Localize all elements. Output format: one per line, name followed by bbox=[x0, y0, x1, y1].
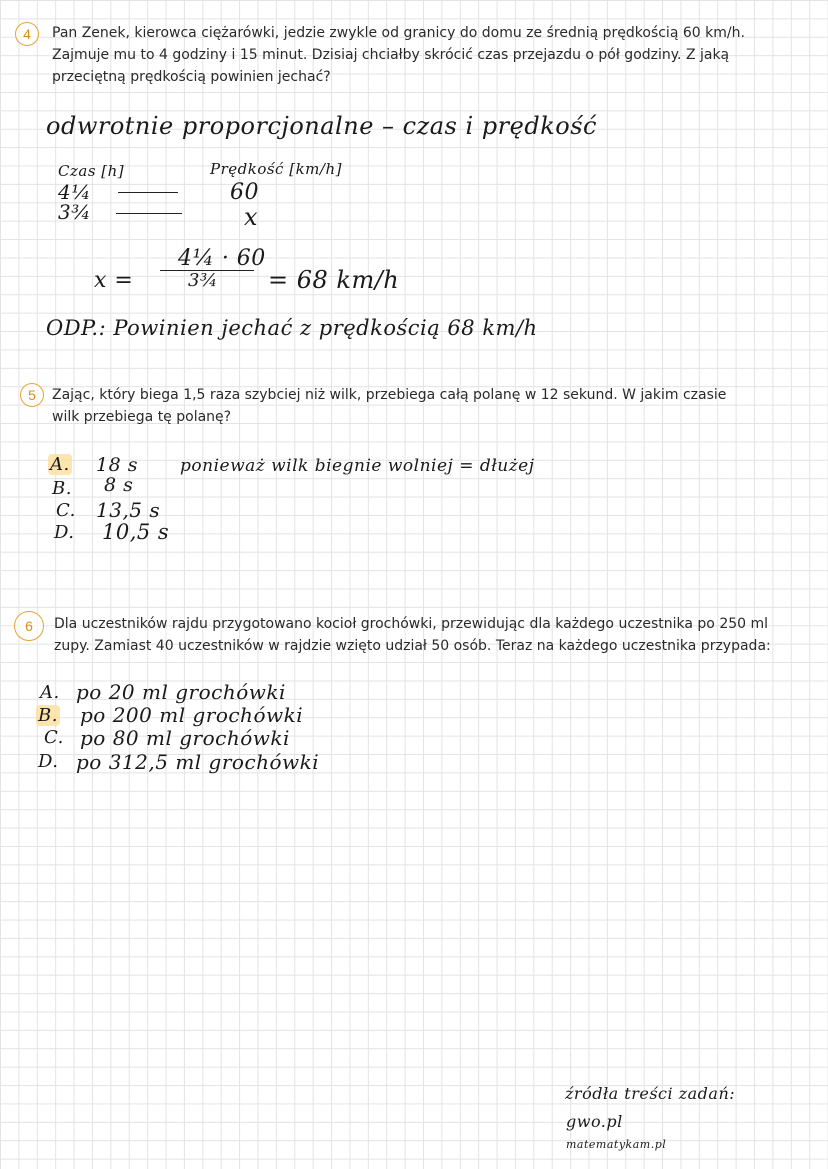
task-6-number: 6 bbox=[14, 611, 44, 641]
task-5-option-a-value: 18 s bbox=[96, 454, 138, 476]
sources-line-2: matematykam.pl bbox=[566, 1138, 667, 1151]
sources-line-1: gwo.pl bbox=[566, 1112, 623, 1131]
task-5-option-d-value: 10,5 s bbox=[102, 520, 170, 544]
task-5-note: ponieważ wilk biegnie wolniej = dłużej bbox=[180, 456, 535, 476]
task-5-option-c-letter: C. bbox=[56, 500, 76, 521]
task-5-option-c-value: 13,5 s bbox=[96, 498, 161, 522]
task-4-text: Pan Zenek, kierowca ciężarówki, jedzie zwykle od granicy do domu ze średnią prędkością 60 km/h. Zajmuje mu to 4 godziny i 15 minut. Dzisiaj chciałby skrócić czas przejazdu o pół godziny. Z jaką przeciętną prędkością powinien jechać? bbox=[52, 25, 745, 85]
task-4-time-2: 3¾ bbox=[58, 200, 92, 224]
task-6-option-a-letter: A. bbox=[40, 682, 60, 703]
equation-x: x = bbox=[94, 268, 134, 293]
task-6-option-a-value: po 20 ml grochówki bbox=[76, 680, 286, 704]
task-4-note: odwrotnie proporcjonalne – czas i prędkość bbox=[46, 112, 597, 140]
task-5-option-b-letter: B. bbox=[52, 478, 72, 499]
task-4-time-1: 4¼ bbox=[58, 180, 92, 204]
task-6-option-b-value: po 200 ml grochówki bbox=[80, 703, 304, 727]
task-5-text: Zając, który biega 1,5 raza szybciej niż wilk, przebiega całą polanę w 12 sekund. W jakim czasie wilk przebiega tę polanę? bbox=[52, 387, 727, 425]
task-5-number: 5 bbox=[20, 383, 44, 407]
task-6-option-d-letter: D. bbox=[38, 751, 59, 772]
proportion-line-2 bbox=[116, 213, 182, 214]
proportion-line-1 bbox=[118, 192, 178, 193]
task-5-option-b-value: 8 s bbox=[104, 474, 134, 496]
equation-numerator: 4¼ · 60 bbox=[178, 246, 266, 271]
sources-title: źródła treści zadań: bbox=[565, 1084, 736, 1103]
task-4-col-speed: Prędkość [km/h] bbox=[210, 160, 342, 178]
task-4-speed-2: x bbox=[244, 203, 259, 231]
task-4-number: 4 bbox=[15, 22, 39, 46]
task-6-text: Dla uczestników rajdu przygotowano kocioł grochówki, przewidując dla każdego uczestnika po 250 ml zupy. Zamiast 40 uczestników w rajdzie wzięto udział 50 osób. Teraz na każdego uczestnika przypada: bbox=[54, 616, 771, 654]
task-4-answer: ODP.: Powinien jechać z prędkością 68 km/h bbox=[46, 316, 538, 340]
equation-result: = 68 km/h bbox=[268, 266, 400, 294]
task-6-option-d-value: po 312,5 ml grochówki bbox=[76, 750, 320, 774]
task-4-col-time: Czas [h] bbox=[58, 162, 125, 180]
task-6-option-c-letter: C. bbox=[44, 727, 64, 748]
task-4-speed-1: 60 bbox=[230, 180, 259, 205]
equation-denominator: 3¾ bbox=[188, 270, 218, 291]
task-6-option-c-value: po 80 ml grochówki bbox=[80, 726, 290, 750]
task-5-option-d-letter: D. bbox=[54, 522, 75, 543]
task-6-option-b-letter: B. bbox=[38, 705, 58, 726]
task-5-option-a-letter: A. bbox=[50, 454, 70, 475]
